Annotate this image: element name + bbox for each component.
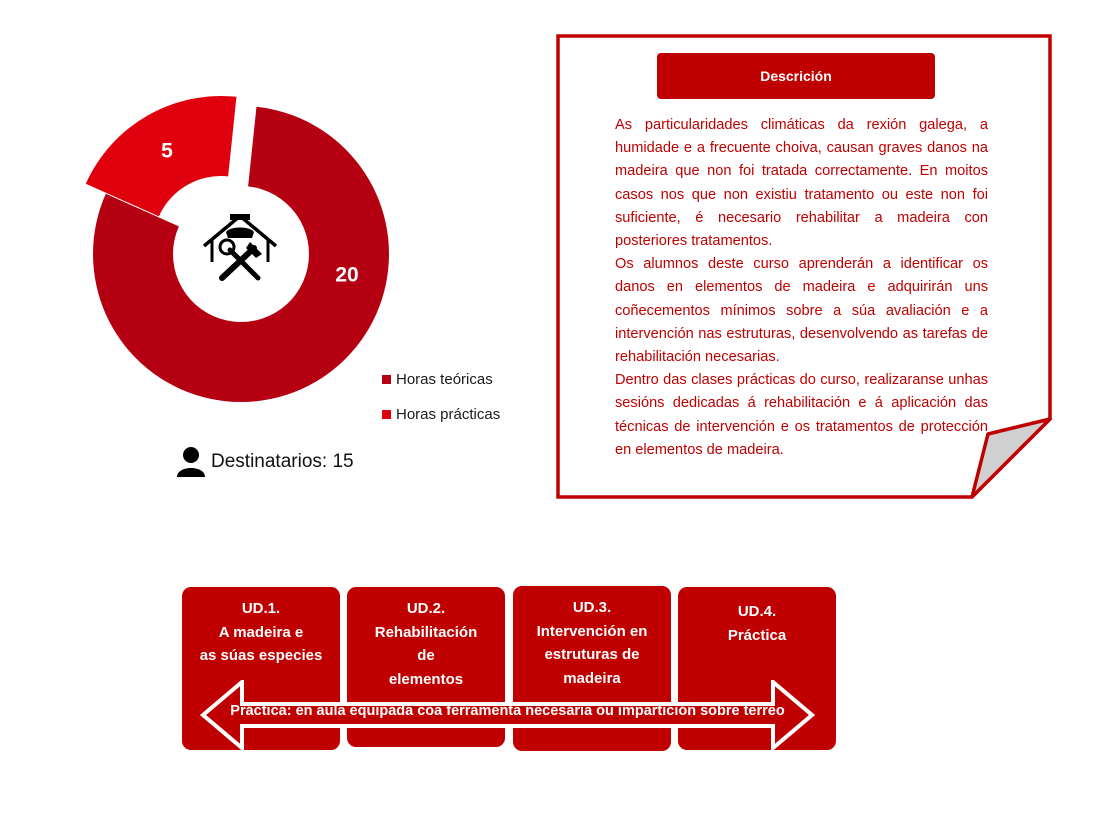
legend-label-practice: Horas prácticas: [396, 406, 501, 423]
unit-2-line-2: Rehabilitación: [374, 623, 478, 641]
house-tools-icon: [204, 214, 276, 278]
description-card: [556, 34, 1056, 499]
data-label-horas-practicas: 5: [161, 139, 173, 163]
unit-3-line-4: madeira: [563, 669, 621, 687]
person-icon: [176, 446, 206, 478]
legend-swatch-practice: [382, 410, 391, 419]
unit-2-line-1: UD.2.: [406, 600, 446, 617]
recipients-label: Destinatarios: 15: [211, 451, 354, 472]
unit-4-line-1: UD.4.: [737, 603, 777, 620]
unit-4-line-2: Práctica: [727, 626, 787, 644]
recipients-info: [176, 446, 354, 478]
doughnut-chart: [0, 0, 560, 520]
unit-2-line-4: elementos: [388, 670, 464, 688]
description-paragraph: Os alumnos deste curso aprenderán a identificar os danos en elementos de madeira e adquirirán uns coñecementos mínimos sobre a súa avaliación e a intervención nas estruturas, desenvolvendo as tarefas de rehabilitación necesarias.: [615, 256, 988, 366]
data-label-horas-teoricas: 20: [335, 263, 359, 287]
unit-2-line-3: de: [417, 647, 435, 664]
chart-legend: [382, 362, 500, 432]
unit-3-line-2: Intervención en: [536, 622, 648, 640]
unit-3-line-3: estruturas de: [544, 646, 640, 663]
unit-1-line-3: as súas especies: [199, 647, 323, 664]
legend-swatch-theory: [382, 375, 391, 384]
description-title: Descrición: [657, 53, 935, 99]
unit-3-line-1: UD.3.: [572, 599, 612, 616]
description-body: [615, 114, 988, 462]
legend-item-practice: [382, 397, 500, 432]
description-paragraph: Dentro das clases prácticas do curso, realizaranse unhas sesións dedicadas á rehabilitación e á aplicación das técnicas de intervención e os tratamentos de protección en elementos de madeira.: [615, 372, 988, 458]
practice-arrow-label: Práctica: en aula equipada coa ferramenta necesaria ou impartición sobre terreo: [230, 703, 785, 719]
description-paragraph: As particularidades climáticas da rexión galega, a humidade e a frecuente choiva, causan graves danos na madeira que non foi tratada correctamente. En moitos casos nos que non existiu tratamento ou este non foi suficiente, é necesario rehabilitar a madeira con posteriores tratamentos.: [615, 117, 988, 250]
unit-1-line-1: UD.1.: [241, 600, 281, 617]
legend-item-theory: [382, 362, 500, 397]
unit-1-line-2: A madeira e: [218, 623, 304, 641]
legend-label-theory: Horas teóricas: [396, 371, 493, 388]
